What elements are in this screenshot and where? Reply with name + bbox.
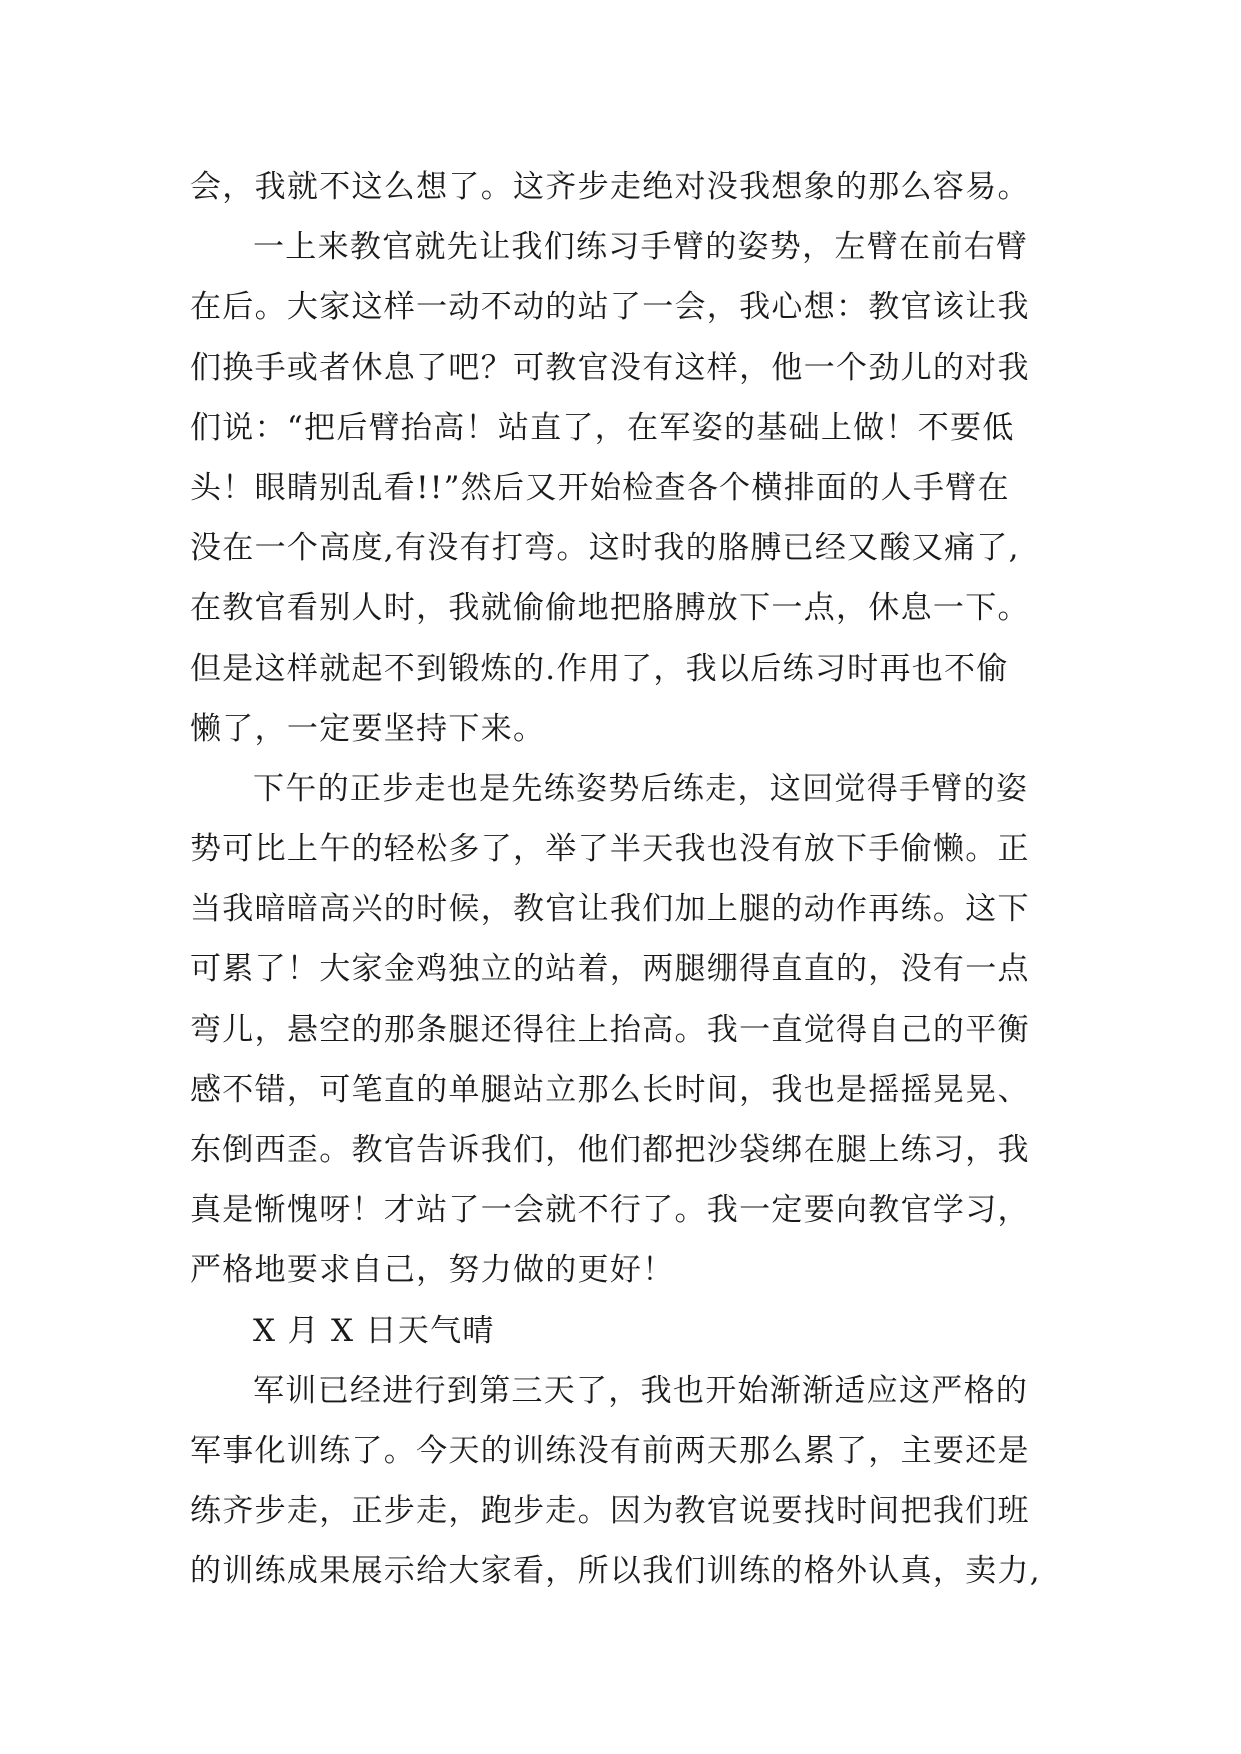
text-line: 在教官看别人时，我就偷偷地把胳膊放下一点，休息一下。 [190, 590, 1030, 627]
text-line: 弯儿，悬空的那条腿还得往上抬高。我一直觉得自己的平衡 [190, 1011, 1030, 1048]
paragraph-first-line: 下午的正步走也是先练姿势后练走，这回觉得手臂的姿 [253, 770, 1029, 807]
body-text [190, 157, 1070, 1602]
text-line: 们换手或者休息了吧？可教官没有这样，他一个劲儿的对我 [190, 349, 1030, 386]
paragraph-first-line: 一上来教官就先让我们练习手臂的姿势，左臂在前右臂 [253, 229, 1029, 266]
text-line: 东倒西歪。教官告诉我们，他们都把沙袋绑在腿上练习，我 [190, 1132, 1030, 1168]
text-line: 练齐步走，正步走，跑步走。因为教官说要找时间把我们班 [190, 1493, 1030, 1530]
text-line: 严格地要求自己，努力做的更好！ [190, 1252, 675, 1289]
text-line: 没在一个高度,有没有打弯。这时我的胳膊已经又酸又痛了, [190, 530, 1020, 567]
text-line: 可累了！大家金鸡独立的站着，两腿绷得直直的，没有一点 [190, 951, 1030, 988]
text-line: 懒了，一定要坚持下来。 [190, 710, 546, 747]
text-line: 势可比上午的轻松多了，举了半天我也没有放下手偷懒。正 [190, 831, 1030, 868]
text-line: 在后。大家这样一动不动的站了一会，我心想：教官该让我 [190, 289, 1030, 326]
text-line: 感不错，可笔直的单腿站立那么长时间，我也是摇摇晃晃、 [190, 1071, 1030, 1108]
text-line: 军事化训练了。今天的训练没有前两天那么累了，主要还是 [190, 1432, 1030, 1469]
text-line: 当我暗暗高兴的时候，教官让我们加上腿的动作再练。这下 [190, 891, 1030, 928]
text-line: 的训练成果展示给大家看，所以我们训练的格外认真，卖力, [190, 1553, 1041, 1590]
text-line: 真是惭愧呀！才站了一会就不行了。我一定要向教官学习， [190, 1192, 1030, 1229]
text-line: 会，我就不这么想了。这齐步走绝对没我想象的那么容易。 [190, 169, 1030, 205]
text-line: 们说：“把后臂抬高！站直了，在军姿的基础上做！不要低 [190, 409, 1015, 446]
text-line: 头！眼睛别乱看!!”然后又开始检查各个横排面的人手臂在 [190, 469, 1010, 506]
paragraph-first-line: X 月 X 日天气晴 [253, 1312, 495, 1349]
text-line: 但是这样就起不到锻炼的.作用了，我以后练习时再也不偷 [190, 650, 1009, 687]
paragraph-first-line: 军训已经进行到第三天了，我也开始渐渐适应这严格的 [253, 1372, 1029, 1409]
